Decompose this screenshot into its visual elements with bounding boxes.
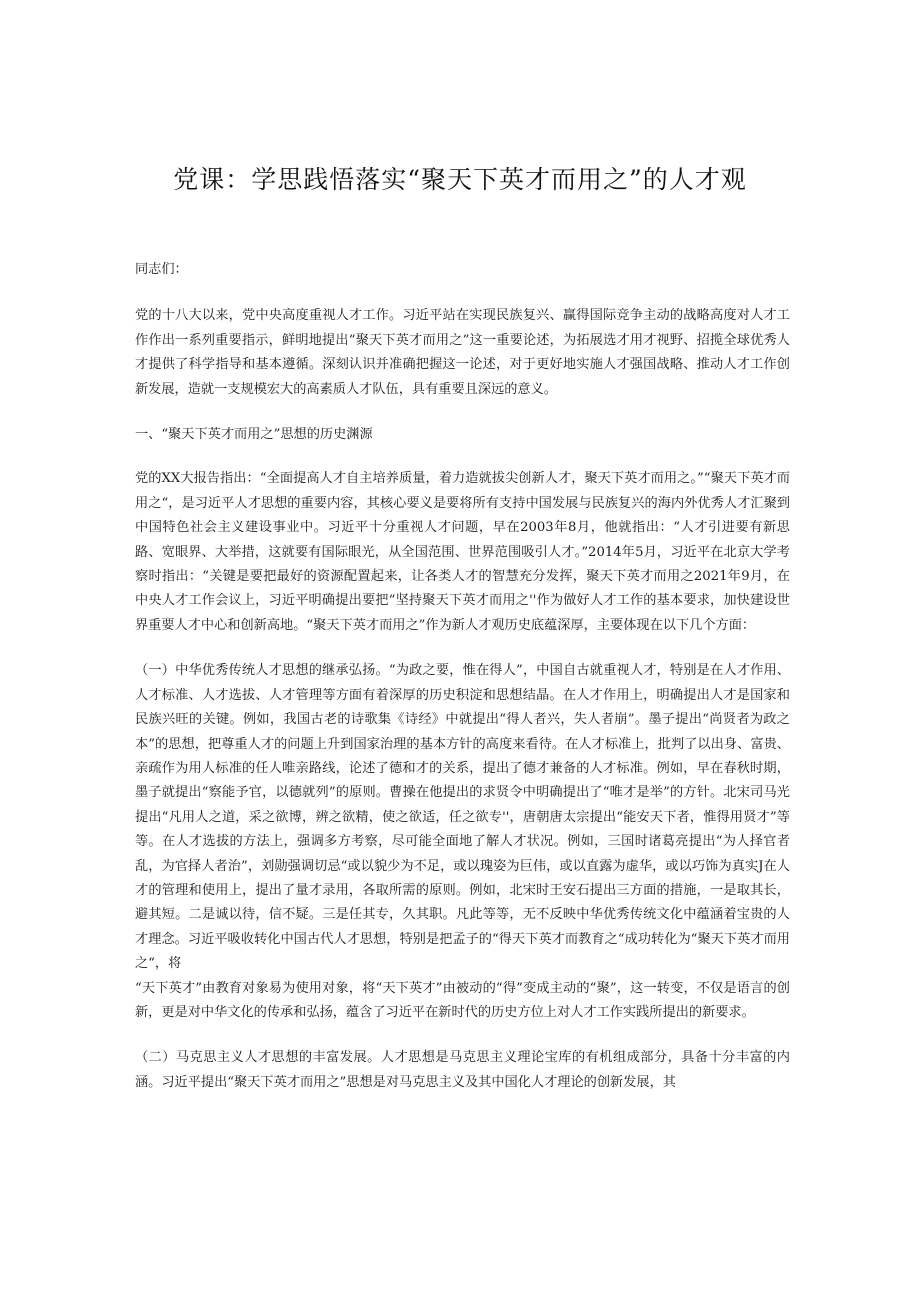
section-1-paragraph: 党的XX大报告指出：“全面提高人才自主培养质量，着力造就拔尖创新人才，聚天下英才而用之。”“聚天下英才而用之“，是习近平人才思想的重要内容，其核心要义是要将所有支持中国发展与民族复兴的海内外优秀人才汇聚到中国特色社会主义建设事业中。习近平十分重视人才问题，早在2003年8月，他就指出：“人才引进要有新思路、宽眼界、大举措，这就要有国际眼光，从全国范围、世界范围吸引人才。”2014年5月，习近平在北京大学考察时指出：“关键是要把最好的资源配置起来，让各类人才的智慧充分发挥，聚天下英才而用之2021年9月，在中央人才工作会议上，习近平明确提出要把“坚持聚天下英才而用之''作为做好人才工作的基本要求，加快建设世界重要人才中心和创新高地。“聚天下英才而用之”作为新人才观历史底蕴深厚，主要体现在以下几个方面： (135, 471, 790, 633)
section-1-heading: 一、“聚天下英才而用之”思想的历史渊源 (135, 427, 373, 443)
subsection-1-paragraph-b: “天下英才”由教育对象易为使用对象，将“天下英才”由被动的“得”变成主动的“聚”，这一转变，不仅是语言的创新，更是对中华文化的传承和弘扬，蕴含了习近平在新时代的历史方位上对人才工作实践所提出的新要求。 (135, 980, 790, 1020)
document-title: 党课：学思践悟落实“聚天下英才而用之”的人才观 (173, 165, 747, 194)
greeting: 同志们： (135, 262, 188, 277)
subsection-2-paragraph: （二）马克思主义人才思想的丰富发展。人才思想是马克思主义理论宝库的有机组成部分，具备十分丰富的内涵。习近平提出“聚天下英才而用之”思想是对马克思主义及其中国化人才理论的创新发展，其 (135, 1050, 790, 1090)
intro-paragraph: 党的十八大以来，党中央高度重视人才工作。习近平站在实现民族复兴、赢得国际竞争主动的战略高度对人才工作作出一系列重要指示，鲜明地提出“聚天下英才而用之”这一重要论述，为拓展选才用才视野、招揽全球优秀人才提供了科学指导和基本遵循。深刻认识并准确把握这一论述，对于更好地实施人才强国战略、推动人才工作创新发展，造就一支规模宏大的高素质人才队伍，具有重要且深远的意义。 (135, 308, 790, 397)
document-body (135, 258, 790, 1095)
subsection-1-paragraph-a: （一）中华优秀传统人才思想的继承弘扬。“为政之要，惟在得人”，中国自古就重视人才，特别是在人才作用、人才标准、人才选拔、人才管理等方面有着深厚的历史积淀和思想结晶。在人才作用上，明确提出人才是国家和民族兴旺的关键。例如，我国古老的诗歌集《诗经》中就提出“得人者兴，失人者崩”。墨子提出“尚贤者为政之本”的思想，把尊重人才的问题上升到国家治理的基本方针的高度来看待。在人才标准上，批判了以出身、富贵、亲疏作为用人标准的任人唯亲路线，论述了德和才的关系，提出了德才兼备的人才标准。例如，早在春秋时期，墨子就提出“察能予官，以德就列”的原则。曹操在他提出的求贤令中明确提出了“唯才是举”的方针。北宋司马光提出“凡用人之道，采之欲博，辨之欲精，使之欲适，任之欲专''，唐朝唐太宗提出“能安天下者，惟得用贤才”等等。在人才选拔的方法上，强调多方考察，尽可能全面地了解人才状况。例如，三国时诸葛亮提出“为人择官者乱，为官择人者治”，刘勋强调切忌“或以貌少为不足，或以瑰姿为巨伟，或以直露为虚华，或以巧饰为真实J在人才的管理和使用上，提出了量才录用，各取所需的原则。例如，北宋时王安石提出三方面的措施，一是取其长，避其短。二是诚以待，信不疑。三是任其专，久其职。凡此等等，无不反映中华优秀传统文化中蕴涵着宝贵的人才理念。习近平吸收转化中国古代人才思想，特别是把孟子的“得天下英才而教育之“成功转化为“聚天下英才而用之“，将 (135, 663, 790, 972)
